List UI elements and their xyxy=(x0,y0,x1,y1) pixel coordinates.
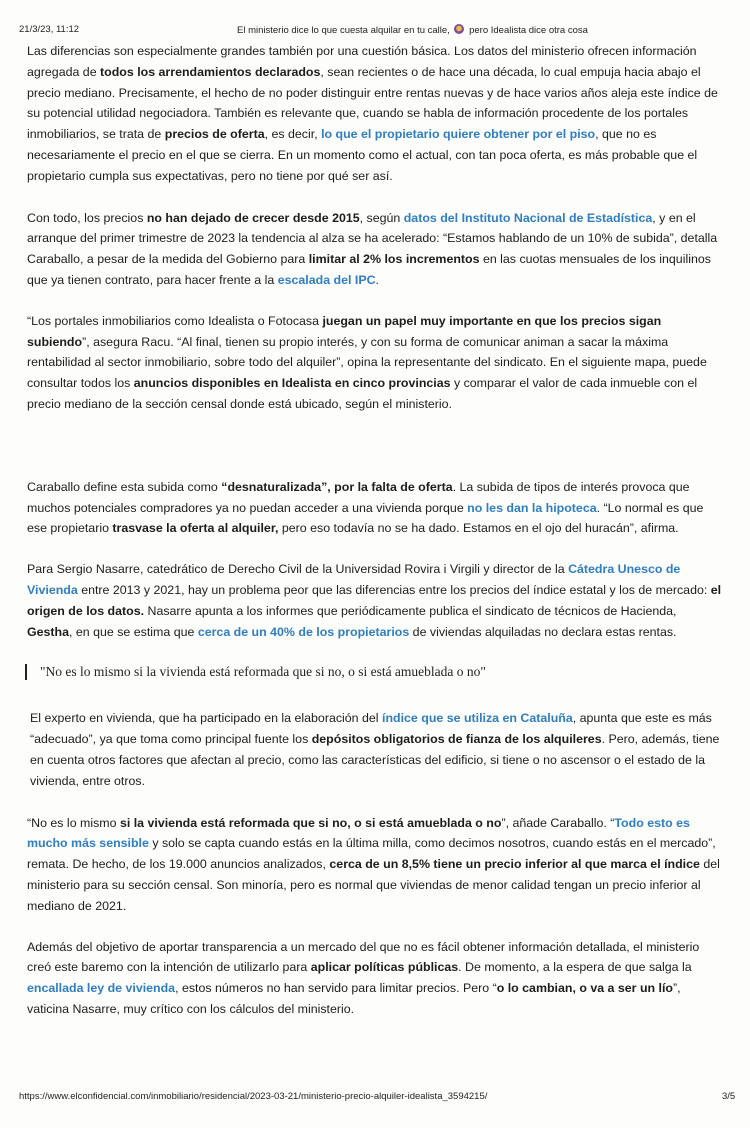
text: ”, asegura Racu. “Al final, tienen su propio interés, y con su forma de comunicar animan a sacar la máxima rentabilidad al sector inmobiliario, sobre todo del alquiler”, opina la representante del sindicato. En el siguiente mapa, puede consultar todos los xyxy=(27,334,707,391)
text: . Pero, además, tiene en cuenta otros factores que afectan al precio, como las características del edificio, si tiene o no ascensor o el estado de la vivienda, entre otros. xyxy=(30,732,720,788)
text: entre 2013 y 2021, hay un problema peor que las diferencias entre los precios del índice estatal y los de mercado: xyxy=(77,582,711,597)
text: y solo se capta cuando estás en la última milla, como decimos nosotros, cuando estás en el mercado”, remata. De hecho, de los 19.000 anuncios analizados, xyxy=(27,836,716,872)
print-date: 21/3/23, 11:12 xyxy=(19,24,80,35)
bold-text: trasvase la oferta al alquiler, xyxy=(112,521,279,536)
bold-text: anuncios disponibles en Idealista en cinco provincias xyxy=(133,376,451,391)
pull-quote: "No es lo mismo si la vivienda está reformada que si no, o si está amueblada o no" xyxy=(25,664,724,680)
text: ”, añade Caraballo. “ xyxy=(501,815,615,830)
paragraph-4 xyxy=(27,477,724,539)
bold-text: cerca de un 8,5% tiene un precio inferior al que marca el índice xyxy=(329,857,700,872)
text: , apunta que este es más “adecuado”, ya que toma como principal fuente los xyxy=(30,711,712,747)
bold-text: o lo cambian, o va a ser un lío xyxy=(496,981,673,996)
text: . xyxy=(375,272,379,287)
text: , en que se estima que xyxy=(69,624,198,639)
text: ”, vaticina Nasarre, muy crítico con los cálculos del ministerio. xyxy=(27,981,681,1016)
paragraph-2 xyxy=(27,208,724,291)
text: . De momento, a la espera de que salga la xyxy=(458,960,692,975)
paragraph-8 xyxy=(27,937,724,1020)
paragraph-3 xyxy=(27,311,724,415)
bold-text: “desnaturalizada”, por la falta de oferta xyxy=(221,479,453,494)
text: , según xyxy=(359,210,404,225)
text: , sean recientes o de hace una década, lo cual empuja hacia abajo el precio mediano. Precisamente, el hecho de no poder distinguir entre rentas nuevas y de hace varios años aleja este índice de su potencial utilidad negociadora. También es relevante que, cuando se habla de información procedente de los portales inmobiliarios, se trata de xyxy=(27,64,718,142)
bold-text: precios de oferta xyxy=(164,127,265,142)
text: Con todo, los precios xyxy=(27,210,147,225)
text: , que no es necesariamente el precio en el que se cierra. En un momento como el actual, con tan poca oferta, es más probable que el propietario cumpla sus expectativas, pero no tiene por qué ser así. xyxy=(27,127,698,183)
link-ley-vivienda[interactable]: encallada ley de vivienda xyxy=(27,981,176,996)
text: “No es lo mismo xyxy=(27,815,120,830)
link-precio-oferta[interactable]: lo que el propietario quiere obtener por el piso xyxy=(321,127,596,142)
emoji-icon xyxy=(454,24,464,34)
paragraph-7 xyxy=(27,813,724,917)
bold-text: si la vivienda está reformada que si no, o si está amueblada o no xyxy=(119,815,502,830)
paragraph-5 xyxy=(27,559,724,642)
text: Para Sergio Nasarre, catedrático de Derecho Civil de la Universidad Rovira i Virgili y director de la xyxy=(27,562,569,577)
text: Caraballo define esta subida como xyxy=(27,479,222,494)
text: , y en el arranque del primer trimestre de 2023 la tendencia al alza se ha acelerado: “Estamos hablando de un 10% de subida”, detalla Caraballo, a pesar de la medida del Gobierno para xyxy=(27,210,718,267)
article-body xyxy=(27,41,724,1020)
link-propietarios[interactable]: cerca de un 40% de los propietarios xyxy=(197,624,410,639)
page-title xyxy=(237,24,588,36)
link-mas-sensible[interactable]: Todo esto es mucho más sensible xyxy=(27,815,690,851)
bold-text: depósitos obligatorios de fianza de los alquileres xyxy=(311,732,602,747)
link-indice-cataluna[interactable]: índice que se utiliza en Cataluña xyxy=(382,711,573,726)
print-header xyxy=(0,0,750,40)
text: . “Lo normal es que ese propietario xyxy=(27,500,704,536)
link-ine-data[interactable]: datos del Instituto Nacional de Estadística xyxy=(403,210,653,225)
bold-text: limitar al 2% los incrementos xyxy=(308,252,480,267)
page-url: https://www.elconfidencial.com/inmobiliario/residencial/2023-03-21/ministerio-precio-alquiler-idealista_3594215/ xyxy=(19,1091,488,1102)
link-catedra-unesco[interactable]: Cátedra Unesco de Vivienda xyxy=(27,562,681,597)
paragraph-1 xyxy=(27,41,724,187)
text: de viviendas alquiladas no declara estas rentas. xyxy=(409,624,677,639)
bold-text: no han dejado de crecer desde 2015 xyxy=(146,210,360,225)
link-hipoteca[interactable]: no les dan la hipoteca xyxy=(467,500,597,515)
link-ipc[interactable]: escalada del IPC xyxy=(277,272,376,287)
bold-text: todos los arrendamientos declarados xyxy=(100,64,321,79)
text: Además del objetivo de aportar transparencia a un mercado del que no es fácil obtener información detallada, el ministerio creó este baremo con la intención de utilizarlo para xyxy=(27,939,700,975)
bold-text: el origen de los datos. xyxy=(27,582,722,618)
text: , es decir, xyxy=(264,127,322,142)
paragraph-6 xyxy=(30,708,724,791)
text: El experto en vivienda, que ha participado en la elaboración del xyxy=(30,711,382,726)
page-title-part-2: pero Idealista dice otra cosa xyxy=(469,25,588,36)
text: en las cuotas mensuales de los inquilinos que ya tienen contrato, para hacer frente a la xyxy=(27,252,711,287)
text: . La subida de tipos de interés provoca que muchos potenciales compradores ya no puedan acceder a una vivienda porque xyxy=(27,479,690,515)
text: Nasarre apunta a los informes que periódicamente publica el sindicato de técnicos de Hacienda, xyxy=(144,603,677,618)
bold-text: Gestha xyxy=(27,624,70,639)
bold-text: juegan un papel muy importante en que los precios sigan subiendo xyxy=(27,313,662,349)
text: , estos números no han servido para limitar precios. Pero “ xyxy=(175,981,497,996)
text: Las diferencias son especialmente grandes también por una cuestión básica. Los datos del ministerio ofrecen información agregada de xyxy=(27,44,697,79)
page-title-part-1: El ministerio dice lo que cuesta alquilar en tu calle, xyxy=(237,25,450,36)
text: pero eso todavía no se ha dado. Estamos en el ojo del huracán”, afirma. xyxy=(278,521,679,536)
text: del ministerio para su sección censal. Son minoría, pero es normal que viviendas de menor calidad tengan un precio inferior al mediano de 2021. xyxy=(27,857,720,913)
text: “Los portales inmobiliarios como Idealista o Fotocasa xyxy=(27,313,323,328)
bold-text: aplicar políticas públicas xyxy=(310,960,459,975)
page-number: 3/5 xyxy=(722,1091,736,1102)
text: y comparar el valor de cada inmueble con el precio mediano de la sección censal donde está ubicado, según el ministerio. xyxy=(27,376,698,411)
